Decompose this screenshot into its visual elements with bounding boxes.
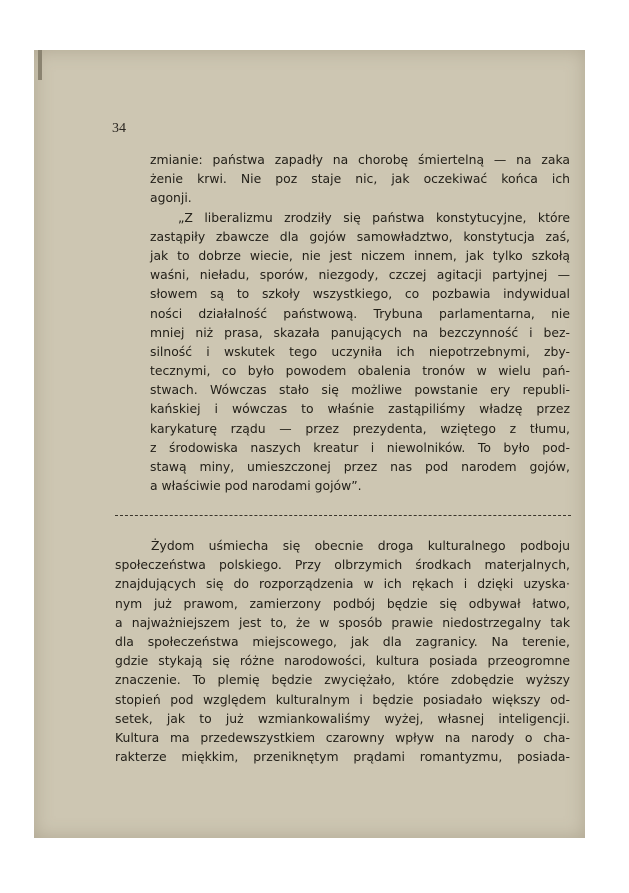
text-line: Żydom uśmiecha się obecnie droga kulturalnego podboju <box>151 538 570 553</box>
text-line: nym już prawom, zamierzony podbój będzie się odbywał łatwo, <box>115 595 570 611</box>
text-line: silność i wskutek tego uczyniła ich niepotrzebnymi, zby- <box>150 343 570 359</box>
text-line: mniej niż prasa, skazała panujących na bezczynność i bez- <box>150 324 570 340</box>
quote-paragraph <box>150 150 570 495</box>
text-line: z środowiska naszych kreatur i niewolników. To było pod- <box>150 439 570 455</box>
text-line: a najważniejszem jest to, że w sposób prawie niedostrzegalny tak <box>115 614 570 630</box>
text-line: setek, jak to już wzmiankowaliśmy wyżej, własnej inteligencji. <box>115 710 570 726</box>
text-line: stwach. Wówczas stało się możliwe powstanie ery republi- <box>150 382 570 398</box>
text-line: stopień pod względem kulturalnym i będzie posiadało większy od- <box>115 691 570 707</box>
page-number: 34 <box>112 121 126 136</box>
text-line: karykaturę rządu — przez prezydenta, wziętego z tłumu, <box>150 420 570 436</box>
text-line: „Z liberalizmu zrodziły się państwa konstytucyjne, które <box>178 209 570 225</box>
text-line: dla społeczeństwa miejscowego, jak dla zagranicy. Na terenie, <box>115 633 570 649</box>
text-line: żenie krwi. Nie poz staje nic, jak oczekiwać końca ich <box>150 171 570 187</box>
text-line: a właściwie pod narodami gojów”. <box>150 478 362 494</box>
text-line: Kultura ma przedewszystkiem czarowny wpływ na narody o cha- <box>115 729 570 745</box>
text-line: znaczenie. To plemię będzie zwyciężało, które zdobędzie wyższy <box>115 672 570 688</box>
text-line: stawą miny, umieszczonej przez nas pod narodem gojów, <box>150 459 570 474</box>
text-line: ności działalność państwową. Trybuna parlamentarna, nie <box>150 305 570 321</box>
text-line: słowem są to szkoły wszystkiego, co pozbawia indywidual <box>150 286 570 302</box>
text-line: waśni, nieładu, sporów, niezgody, czczej agitacji partyjnej — <box>150 267 570 283</box>
text-line: znajdujących się do rozporządzenia w ich rękach i dzięki uzyska· <box>115 576 570 592</box>
text-line: tecznymi, co było powodem obalenia tronów w wielu pań- <box>150 363 570 379</box>
body-paragraph <box>115 536 570 766</box>
text-line: rakterze miękkim, przeniknętym prądami romantyzmu, posiada- <box>115 749 570 765</box>
text-line: kańskiej i wówczas to właśnie zastąpiliśmy władzę przez <box>150 401 570 417</box>
binding-edge <box>38 50 42 80</box>
text-line: społeczeństwa polskiego. Przy olbrzymich środkach materjalnych, <box>115 557 570 573</box>
section-divider <box>115 515 571 516</box>
text-line: gdzie stykają się różne narodowości, kultura posiada przeogromne <box>115 653 570 669</box>
text-line: agonji. <box>150 190 192 206</box>
text-line: jak to dobrze wiecie, nie jest niczem innem, jak tylko szkołą <box>150 247 570 263</box>
text-line: zmianie: państwa zapadły na chorobę śmiertelną — na zaka <box>150 152 570 167</box>
text-line: zastąpiły zbawcze dla gojów samowładztwo, konstytucja zaś, <box>150 228 570 244</box>
